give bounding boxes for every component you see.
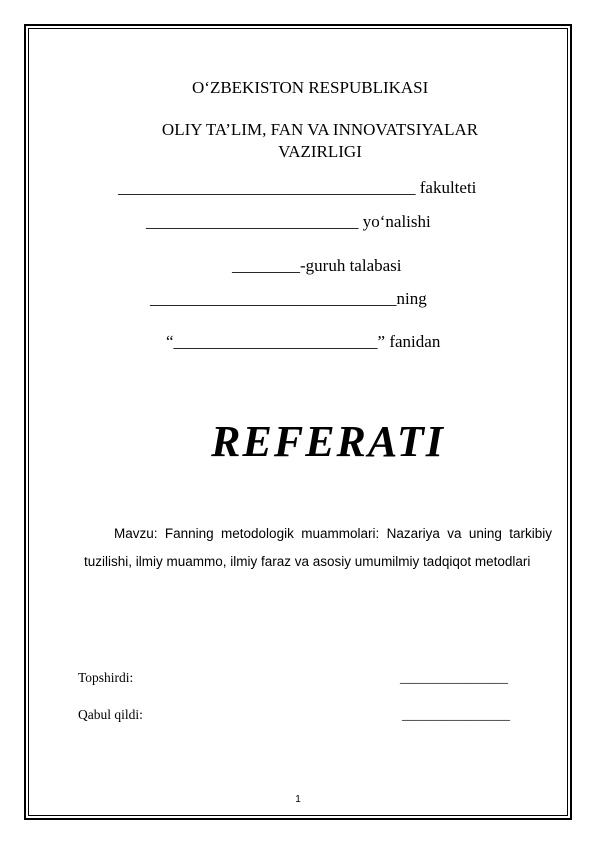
student-field: _____________________________ning [150,289,427,308]
document-title: REFERATI [211,417,445,466]
republic-heading: O‘ZBEKISTON RESPUBLIKASI [192,78,429,97]
submitted-signature-line: ________________ [400,670,508,685]
page-number: 1 [295,794,301,805]
faculty-field: ___________________________________ fakulteti [118,178,477,197]
ministry-line-2: VAZIRLIGI [278,142,362,161]
accepted-label: Qabul qildi: [78,707,143,722]
direction-field: _________________________ yo‘nalishi [146,212,431,231]
subject-field: “________________________” fanidan [166,332,441,351]
group-field: ________-guruh talabasi [232,256,402,275]
submitted-label: Topshirdi: [78,670,134,685]
accepted-signature-line: ________________ [402,707,510,722]
topic-paragraph: Mavzu: Fanning metodologik muammolari: Nazariya va uning tarkibiy tuzilishi, ilmiy muammo, ilmiy faraz va asosiy umumilmiy tadqiqot metodlari [84,526,552,569]
ministry-heading [100,119,540,163]
ministry-line-1: OLIY TA’LIM, FAN VA INNOVATSIYALAR [161,120,479,139]
